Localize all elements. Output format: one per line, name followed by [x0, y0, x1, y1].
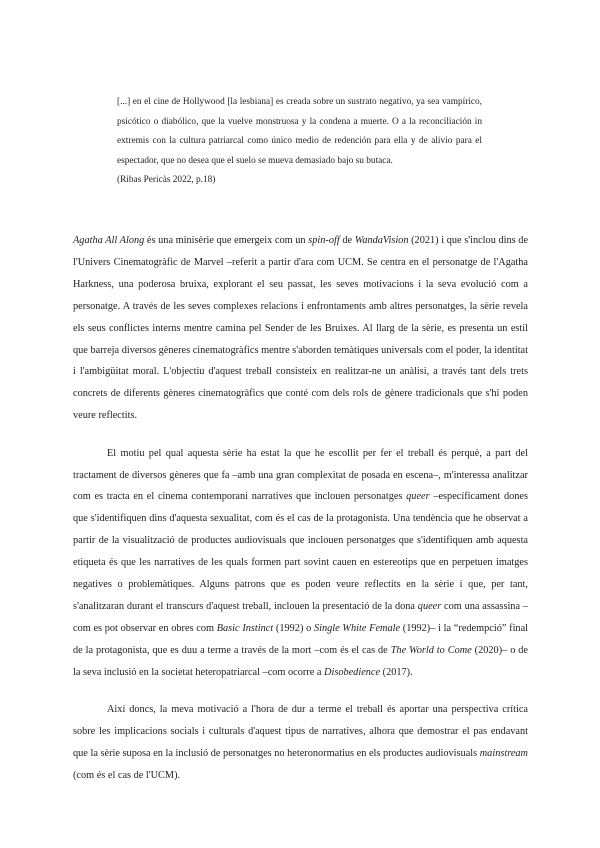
p3-text-1: Així doncs, la meva motivació a l'hora de dur a terme el treball és aportar una perspectiva crítica sobre les implicacions socials i culturals d'aquest tipus de narratives, alhora que demostrar el pas endavant que la sèrie suposa en la inclusió de personatges no heteronormatius en els productes audiovisuals [73, 704, 528, 759]
p3-text-2: (com és el cas de l'UCM). [73, 769, 181, 781]
p2-text-1: El motiu pel qual aquesta sèrie ha estat la que he escollit per fer el treball és perquè, a part del tractament de diversos gèneres que fa –amb una gran complexitat de posada en escena–, m'interessa analitzar com es tracta en el cinema contemporani narratives que inclouen personatges [73, 447, 528, 503]
p2-text-6: (2020)– o de la seva inclusió en la societat heteropatriarcal –com ocorre a [73, 644, 528, 678]
term-queer: queer [406, 491, 430, 503]
body-text [73, 230, 528, 802]
p2-text-5: (1992)– i la “redempció” final de la protagonista, que es duu a terme a través de la mort –com és el cas de [73, 622, 529, 656]
paragraph-3 [73, 699, 528, 787]
title-wandavision: WandaVision [354, 235, 409, 246]
p1-text-2: de [339, 235, 355, 246]
paragraph-2 [73, 443, 528, 684]
p1-text-3: (2021) i que s'inclou dins de l'Univers Cinematogràfic de Marvel –referit a partir d'ara com UCM. Se centra en el personatge de l'Agatha Harkness, una poderosa bruixa, explorant el seu passat, les seves motivacions i la seva evolució com a personatge. A través de les seves complexes relacions i enfrontaments amb altres personatges, la sèrie revela els seus conflictes interns mentre camina pel Sender de les Bruixes. Al llarg de la sèrie, es presenta un estil que barreja diversos gèneres cinematogràfics mentre s'aborden temàtiques universals com el poder, la identitat i l'ambigüitat moral. L'objectiu d'aquest treball consisteix en realitzar-ne un anàlisi, a través tant dels trets concrets de diferents gèneres cinematogràfics que conté com dels rols de gènere tradicionals que s'hi poden veure reflectits. [73, 235, 529, 422]
title-the-world-to-come: The World to Come [390, 644, 472, 656]
title-disobedience: Disobedience [324, 666, 381, 678]
p2-text-7: (2017). [380, 666, 413, 678]
p2-text-2: –específicament dones que s'identifiquen dins d'aquesta sexualitat, com és el cas de la protagonista. Una tendència que he observat a partir de la visualització de productes audiovisuals que inclouen personatges que s'identifiquen amb aquesta etiqueta és que les narratives de les quals formen part sovint cauen en estereotips que en perpetuen imatges negatives o problemàtiques. Alguns patrons que es poden veure reflectits en la sèrie i que, per tant, s'analitzaran durant el transcurs d'aquest treball, inclouen la presentació de la dona [73, 491, 528, 612]
p1-text-1: és una minisèrie que emergeix com un [144, 235, 309, 246]
title-agatha-all-along: Agatha All Along [73, 235, 145, 246]
term-spin-off: spin-off [308, 235, 340, 246]
title-single-white-female: Single White Female [313, 622, 401, 634]
term-queer-2: queer [417, 601, 442, 612]
paragraph-1 [73, 230, 528, 427]
term-mainstream: mainstream [479, 747, 528, 759]
title-basic-instinct: Basic Instinct [216, 622, 274, 634]
p2-text-4: (1992) o [273, 622, 314, 634]
block-quote [117, 93, 482, 191]
p2-text-3: com una assassina –com es pot observar en obres com [73, 601, 528, 634]
quote-citation: (Ribas Pericàs 2022, p.18) [117, 175, 216, 185]
quote-text: [...] en el cine de Hollywood [la lesbiana] es creada sobre un sustrato negativo, ya sea vampírico, psicótico o diabólico, que la vuelve monstruosa y la condena a muerte. O a la reconciliación in extremis con la cultura patriarcal como único medio de redención para ella y de alivio para el espectador, que no desea que el suelo se mueva demasiado bajo su butaca. [117, 97, 482, 166]
